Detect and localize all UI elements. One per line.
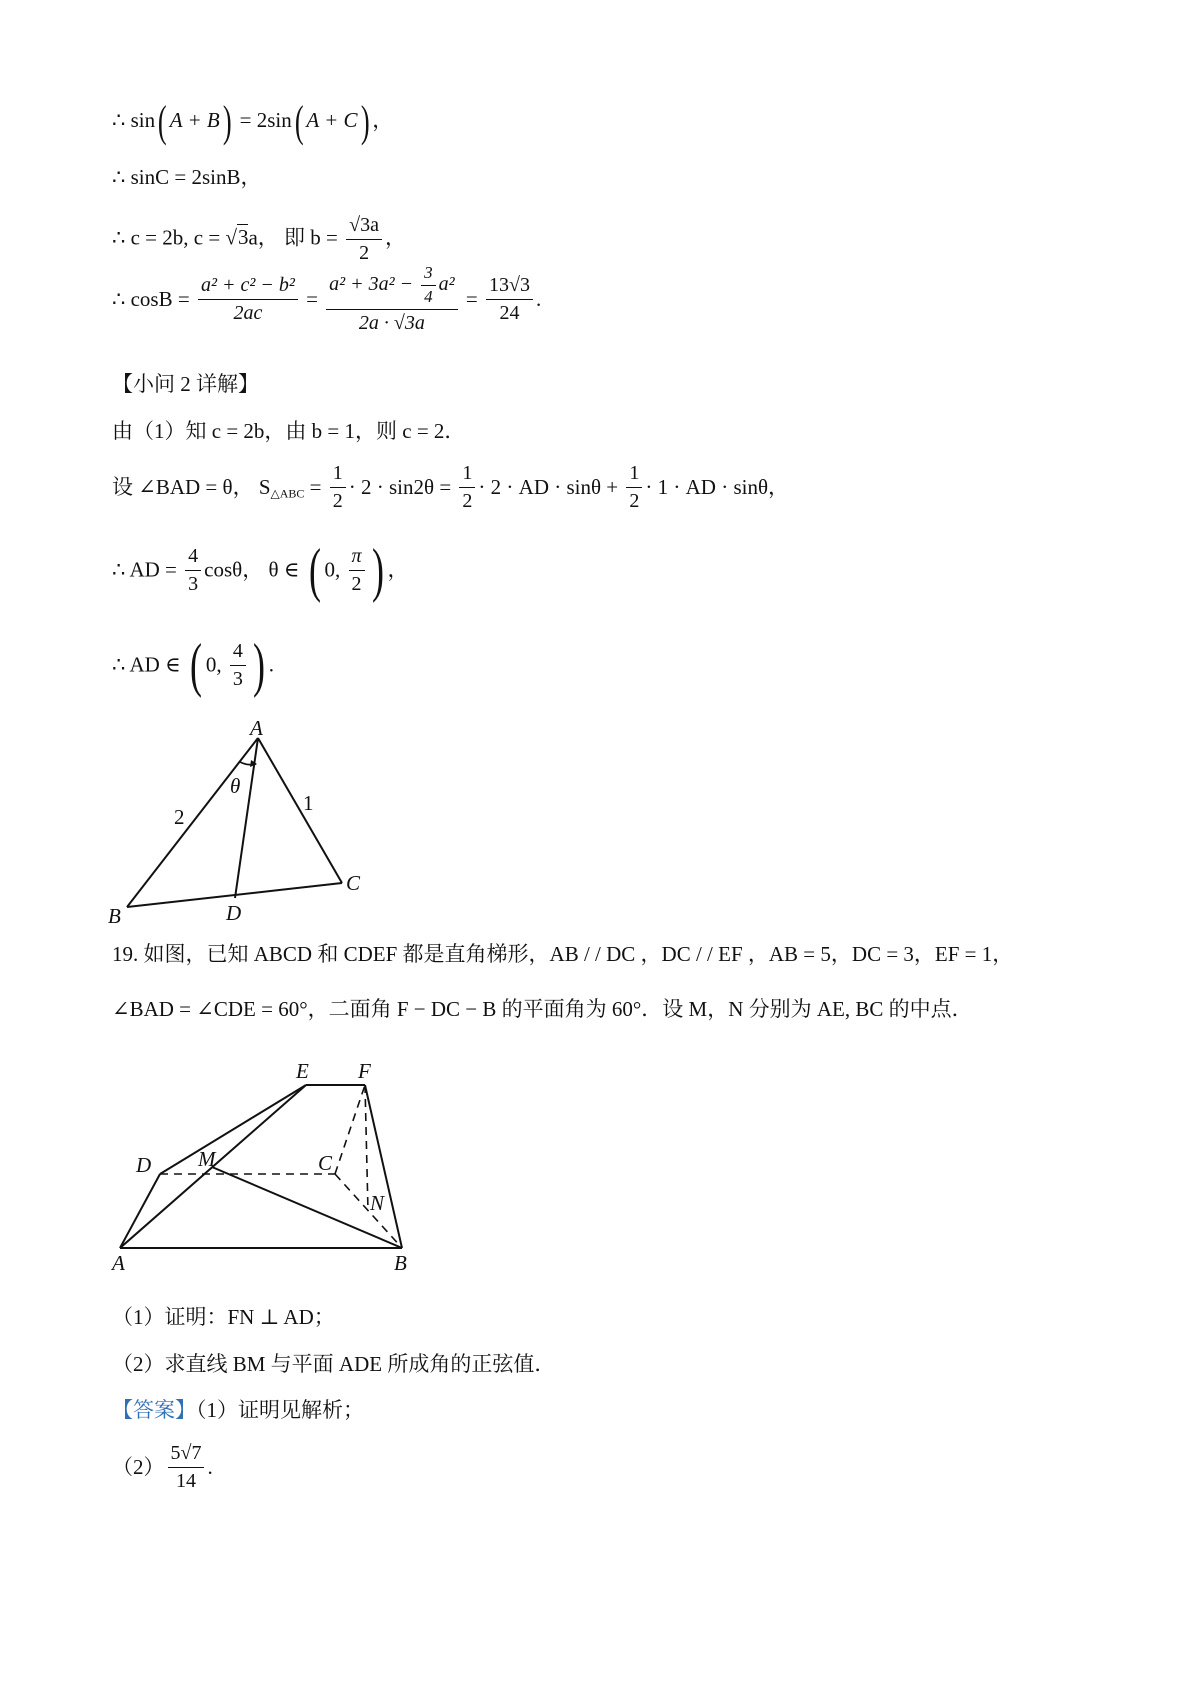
label-F: F bbox=[358, 1059, 371, 1083]
part2-heading: 【小问 2 详解】 bbox=[112, 372, 259, 396]
text: （1）证明见解析； bbox=[196, 1398, 364, 1422]
text: · 1 · AD · sinθ， bbox=[645, 474, 790, 499]
numerator: 1 bbox=[459, 460, 475, 488]
text: ∴ AD = bbox=[112, 557, 183, 582]
numerator: a² + c² − b² bbox=[198, 272, 298, 300]
text: ∴ sin bbox=[112, 107, 156, 132]
label-side-1: 1 bbox=[303, 791, 314, 815]
edge-DE bbox=[160, 1085, 306, 1174]
part2-line-4 bbox=[112, 632, 275, 698]
denominator: 2 bbox=[462, 490, 473, 512]
denominator: 2 bbox=[351, 572, 362, 595]
text: 0, bbox=[324, 557, 346, 582]
text: ∴ AD ∈ bbox=[112, 652, 186, 677]
label-A: A bbox=[250, 720, 263, 740]
label-C: C bbox=[346, 871, 361, 895]
answer-line-2 bbox=[112, 1440, 213, 1495]
text: = 2sin bbox=[234, 107, 292, 132]
fraction bbox=[486, 272, 533, 327]
text: 0, bbox=[205, 652, 227, 677]
text: cosθ， θ ∈ bbox=[204, 557, 305, 582]
fraction bbox=[349, 543, 365, 598]
text: ， bbox=[387, 557, 409, 582]
sqrt-sign: √ bbox=[225, 225, 237, 250]
sqrt-radicand: 3 bbox=[237, 225, 249, 250]
text: a， 即 b = bbox=[248, 225, 344, 250]
denominator: 2 bbox=[332, 490, 343, 512]
label-B: B bbox=[108, 904, 121, 925]
label-side-2: 2 bbox=[174, 805, 185, 829]
text: ， bbox=[385, 225, 407, 250]
text: （2） bbox=[112, 1454, 165, 1479]
edge-FN bbox=[365, 1085, 368, 1211]
label-B: B bbox=[394, 1251, 407, 1275]
edge-CB bbox=[335, 1174, 402, 1248]
denominator: 4 bbox=[424, 286, 433, 306]
answer-line-1 bbox=[112, 1398, 364, 1423]
fraction bbox=[330, 460, 346, 515]
text: = bbox=[304, 474, 327, 499]
q19-line-2: ∠BAD = ∠CDE = 60°，二面角 F − DC − B 的平面角为 60°．设 M，N 分别为 AE, BC 的中点． bbox=[112, 997, 973, 1021]
text: ∴ cosB = bbox=[112, 286, 195, 311]
denominator: 14 bbox=[175, 1470, 196, 1492]
text: . bbox=[535, 286, 542, 311]
math: A + C bbox=[306, 107, 358, 132]
label-E: E bbox=[296, 1059, 309, 1083]
text: . bbox=[268, 652, 275, 677]
denominator: 24 bbox=[499, 301, 520, 324]
text: ， bbox=[372, 107, 394, 132]
paren-left: ( bbox=[308, 537, 321, 603]
subscript: △ABC bbox=[270, 486, 305, 501]
paren-left: ( bbox=[294, 97, 304, 146]
denominator: 2 bbox=[629, 490, 640, 512]
numerator: 5√7 bbox=[168, 1440, 205, 1468]
label-M: M bbox=[198, 1147, 216, 1171]
paren-right: ) bbox=[222, 97, 232, 146]
denominator: 2ac bbox=[233, 301, 263, 324]
edge-FB bbox=[365, 1085, 402, 1248]
solution-line-4 bbox=[112, 262, 541, 337]
triangle-figure bbox=[100, 720, 380, 925]
q19-line-1: 19. 如图，已知 ABCD 和 CDEF 都是直角梯形，AB / / DC ，DC / / EF ，AB = 5，DC = 3，EF = 1， bbox=[112, 942, 1014, 966]
denominator: 3 bbox=[188, 572, 199, 595]
fraction bbox=[326, 262, 457, 337]
numerator: 4 bbox=[185, 543, 201, 571]
label-theta: θ bbox=[230, 774, 241, 798]
q19-sub-1: （1）证明：FN ⊥ AD； bbox=[112, 1305, 335, 1329]
text: · 2 · sin2θ = bbox=[348, 474, 457, 499]
part2-line-1: 由（1）知 c = 2b，由 b = 1，则 c = 2． bbox=[112, 419, 466, 443]
part2-line-3 bbox=[112, 537, 409, 603]
solution-line-3 bbox=[112, 212, 406, 267]
numerator: 13√3 bbox=[486, 272, 533, 300]
text: a² bbox=[438, 273, 455, 296]
text: 设 ∠BAD = θ， S bbox=[112, 474, 271, 499]
text: . bbox=[207, 1454, 213, 1479]
numerator: √3a bbox=[346, 212, 382, 240]
label-A: A bbox=[112, 1251, 125, 1275]
edge-AC bbox=[258, 738, 342, 883]
edge-CF bbox=[335, 1085, 365, 1174]
text: = bbox=[300, 286, 324, 311]
text: · 2 · AD · sinθ + bbox=[478, 474, 624, 499]
fraction bbox=[459, 460, 475, 515]
fraction bbox=[421, 262, 436, 309]
fraction bbox=[230, 638, 246, 693]
denominator: 2a · √3a bbox=[358, 311, 425, 334]
paren-right: ) bbox=[371, 537, 384, 603]
fraction bbox=[185, 543, 201, 598]
solution-line-2: ∴ sinC = 2sinB， bbox=[112, 165, 262, 189]
numerator: π bbox=[349, 543, 365, 571]
paren-left: ( bbox=[158, 97, 167, 146]
fraction bbox=[626, 460, 642, 515]
denominator: 3 bbox=[232, 667, 243, 690]
paren-left: ( bbox=[189, 632, 202, 698]
text: a² + 3a² − bbox=[329, 273, 419, 296]
numerator: 4 bbox=[230, 638, 246, 666]
answer-tag: 【答案】 bbox=[112, 1398, 196, 1422]
numerator: 1 bbox=[330, 460, 346, 488]
math: A + B bbox=[169, 107, 220, 132]
label-N: N bbox=[370, 1191, 385, 1215]
fraction bbox=[168, 1440, 205, 1495]
q19-sub-2: （2）求直线 BM 与平面 ADE 所成角的正弦值． bbox=[112, 1352, 556, 1376]
edge-AD bbox=[120, 1174, 160, 1248]
denominator: 2 bbox=[359, 242, 370, 264]
label-D: D bbox=[226, 901, 242, 925]
numerator: 3 bbox=[421, 262, 436, 286]
paren-right: ) bbox=[360, 97, 370, 146]
numerator: 1 bbox=[626, 460, 642, 488]
label-D: D bbox=[136, 1153, 152, 1177]
text: = bbox=[460, 286, 483, 311]
label-C: C bbox=[318, 1151, 333, 1175]
solution-line-1 bbox=[112, 97, 394, 146]
text: ∴ c = 2b, c = bbox=[112, 225, 226, 250]
solid-figure bbox=[100, 1050, 430, 1275]
part2-line-2 bbox=[112, 460, 789, 515]
fraction bbox=[198, 272, 298, 327]
fraction bbox=[346, 212, 382, 267]
paren-right: ) bbox=[252, 632, 265, 698]
numerator bbox=[326, 262, 457, 310]
